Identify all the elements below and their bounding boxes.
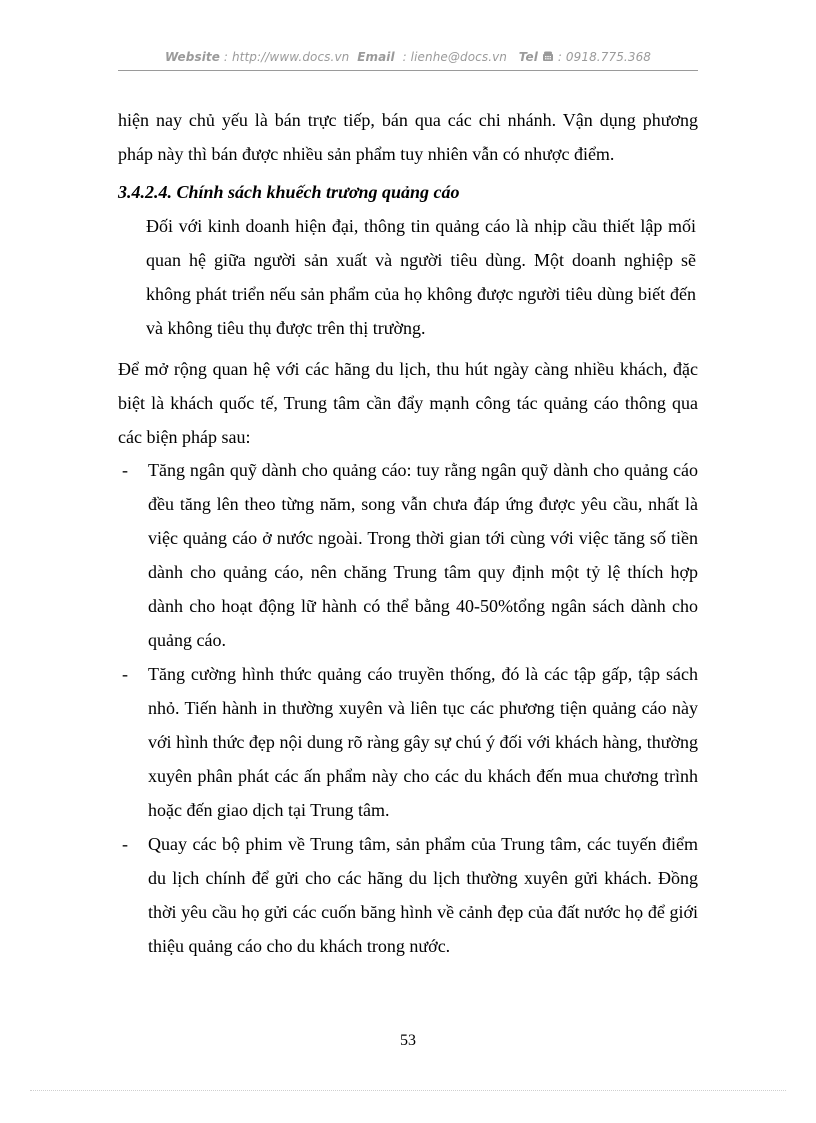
list-item-text: Tăng cường hình thức quảng cáo truyền thống, đó là các tập gấp, tập sách nhỏ. Tiến hành in thường xuyên và liên tục các phương tiện quảng cáo này với hình thức đẹp nội dung rõ ràng gây sự chú ý đối với khách hàng, thường xuyên phân phát các ấn phẩm này cho các du khách đến mua chương trình hoặc đến giao dịch tại Trung tâm. bbox=[148, 664, 698, 820]
website-value: : http://www.docs.vn bbox=[223, 50, 350, 64]
website-label: Website bbox=[164, 50, 220, 64]
list-item-text: Quay các bộ phim về Trung tâm, sản phẩm của Trung tâm, các tuyến điểm du lịch chính để gửi cho các hãng du lịch thường xuyên gửi khách. Đồng thời yêu cầu họ gửi các cuốn băng hình về cảnh đẹp của đất nước họ để giới thiệu quảng cáo cho du khách trong nước. bbox=[148, 834, 698, 956]
bullet-dash: - bbox=[122, 460, 128, 480]
paragraph-intro: hiện nay chủ yếu là bán trực tiếp, bán qua các chi nhánh. Vận dụng phương pháp này thì bán được nhiều sản phẩm tuy nhiên vẫn có nhược điểm. bbox=[118, 110, 698, 164]
tel-label: Tel bbox=[518, 50, 538, 64]
paragraph-quote: Đối với kinh doanh hiện đại, thông tin quảng cáo là nhịp cầu thiết lập mối quan hệ giữa người sản xuất và người tiêu dùng. Một doanh nghiệp sẽ không phát triển nếu sản phẩm của họ không được người tiêu dùng biết đến và không tiêu thụ được trên thị trường. bbox=[146, 216, 696, 338]
email-value: : lienhe@docs.vn bbox=[402, 50, 508, 64]
footer-divider bbox=[30, 1090, 786, 1091]
bullet-dash: - bbox=[122, 664, 128, 684]
paragraph-measures: Để mở rộng quan hệ với các hãng du lịch, thu hút ngày càng nhiều khách, đặc biệt là khách quốc tế, Trung tâm cần đẩy mạnh công tác quảng cáo thông qua các biện pháp sau: bbox=[118, 359, 698, 447]
header-divider bbox=[118, 70, 698, 71]
list-item bbox=[118, 453, 698, 657]
measures-list bbox=[118, 453, 698, 963]
page-header bbox=[118, 50, 698, 64]
section-heading: 3.4.2.4. Chính sách khuếch trương quảng cáo bbox=[118, 182, 460, 202]
phone-icon bbox=[542, 50, 554, 64]
email-label: Email bbox=[357, 50, 395, 64]
list-item bbox=[118, 827, 698, 963]
tel-value: : 0918.775.368 bbox=[557, 50, 652, 64]
list-item bbox=[118, 657, 698, 827]
list-item-text: Tăng ngân quỹ dành cho quảng cáo: tuy rằng ngân quỹ dành cho quảng cáo đều tăng lên theo từng năm, song vẫn chưa đáp ứng được yêu cầu, nhất là việc quảng cáo ở nước ngoài. Trong thời gian tới cùng với việc tăng số tiền dành cho quảng cáo, nên chăng Trung tâm quy định một tỷ lệ thích hợp dành cho hoạt động lữ hành có thể bằng 40-50%tổng ngân sách dành cho quảng cáo. bbox=[148, 460, 698, 650]
page-number: 53 bbox=[400, 1032, 416, 1049]
bullet-dash: - bbox=[122, 834, 128, 854]
